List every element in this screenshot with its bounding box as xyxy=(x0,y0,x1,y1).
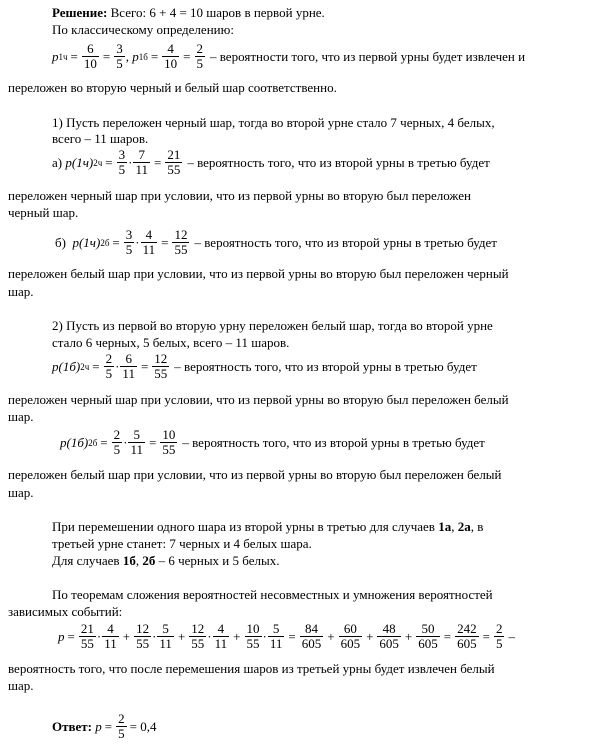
classic-definition-line: По классическому определению: xyxy=(52,22,234,37)
case2a-cont1: переложен черный шар при условии, что из первой урны во вторую был переложен белый xyxy=(8,392,509,407)
total-probability-formula: p = $\frac{21}{55}$ · $\frac{4}{11}$ + $\frac{12}{55}$ · $\frac{5}{11}$ + $\frac{12}{55}$ · $\frac{4}{11}$ + $\frac{10}{55}$ · $\frac{5}{11}$ = $\frac{84}{605}$ + $\frac{60}{605}$ + $\frac{48}{605}$ + $\frac{50}{605}$ = $\frac{242}{605}$ = $\frac{2}{5}$ – xyxy=(58,621,515,651)
fraction: $\frac{3}{5}$ xyxy=(118,147,126,177)
fraction: $\frac{5}{11}$ xyxy=(130,427,144,457)
case2b-expr: p(1б) xyxy=(60,434,89,450)
case1b-formula-line: б) p(1ч) 2б = $\frac{3}{5}$ · $\frac{4}{11}$ = $\frac{12}{55}$ – вероятность того, что из второй урны в третью будет xyxy=(55,227,497,257)
moving-line3: Для случаев 1б, 2б – 6 черных и 5 белых. xyxy=(52,553,280,568)
answer-p-symbol: p xyxy=(95,718,102,734)
answer-line: Ответ: p = $\frac{2}{5}$ = 0,4 xyxy=(52,711,157,741)
p1-description: – вероятности того, что из первой урны будет извлечен и xyxy=(210,48,526,64)
answer-label: Ответ: xyxy=(52,718,93,734)
p1-subscript: 1ч xyxy=(58,51,68,62)
moving-line2: третьей урне станет: 7 черных и 4 белых шара. xyxy=(52,536,312,551)
case1b-label: б) xyxy=(55,234,66,250)
p1b-symbol: p xyxy=(132,48,139,64)
case1a-description: – вероятность того, что из второй урны в третью будет xyxy=(187,154,490,170)
theorem-cont1: вероятность того, что после перемешения шаров из третьей урны будет извлечен белый xyxy=(8,661,495,676)
case-1b-ref: 1б xyxy=(122,553,136,568)
fraction: $\frac{2}{5}$ xyxy=(105,351,113,381)
case1-title-cont: всего – 11 шаров. xyxy=(52,131,149,146)
case-2a-ref: 2а xyxy=(457,519,471,534)
fraction: $\frac{6}{11}$ xyxy=(122,351,135,381)
case1a-cont1: переложен черный шар при условии, что из первой урны во вторую был переложен xyxy=(8,188,471,203)
case2a-formula-line: p(1б) 2ч = $\frac{2}{5}$ · $\frac{6}{11}$ = $\frac{12}{55}$ – вероятность того, что из второй урны в третью будет xyxy=(52,351,477,381)
fraction: $\frac{3}{5}$ xyxy=(116,41,123,71)
case1a-expr: p(1ч) xyxy=(65,154,94,170)
fraction: $\frac{4}{10}$ xyxy=(164,41,178,71)
p1-continuation: переложен во вторую черный и белый шар соответственно. xyxy=(8,80,337,95)
theorem-cont2: шар. xyxy=(8,678,34,693)
case2b-formula-line: p(1б) 2б = $\frac{2}{5}$ · $\frac{5}{11}$ = $\frac{10}{55}$ – вероятность того, что из второй урны в третью будет xyxy=(60,427,485,457)
theorem-line2: зависимых событий: xyxy=(8,604,123,619)
case1-title: 1) Пусть переложен черный шар, тогда во второй урне стало 7 черных, 4 белых, xyxy=(52,115,495,130)
intro-line xyxy=(52,5,325,21)
answer-fraction: $\frac{2}{5}$ xyxy=(118,711,125,741)
case1b-cont1: переложен белый шар при условии, что из первой урны во вторую был переложен черный xyxy=(8,266,509,281)
p1-formula-line: p 1ч = $\frac{6}{10}$ = $\frac{3}{5}$ , p 1б = $\frac{4}{10}$ = $\frac{2}{5}$ – вероятности того, что из первой урны будет извлечен и xyxy=(52,41,526,71)
theorem-line1: По теоремам сложения вероятностей несовместных и умножения вероятностей xyxy=(52,587,493,602)
fraction: $\frac{2}{5}$ xyxy=(113,427,121,457)
case-2b-ref: 2б xyxy=(142,553,156,568)
case1a-label: а) xyxy=(52,154,63,170)
case2b-description: – вероятность того, что из второй урны в третью будет xyxy=(182,434,485,450)
case2a-cont2: шар. xyxy=(8,409,34,424)
case2b-cont2: шар. xyxy=(8,485,34,500)
case1a-formula-line: а) p(1ч) 2ч = $\frac{3}{5}$ · $\frac{7}{11}$ = $\frac{21}{55}$ – вероятность того, что из второй урны в третью будет xyxy=(52,147,490,177)
case2-title: 2) Пусть из первой во вторую урну переложен белый шар, тогда во второй урне xyxy=(52,318,493,333)
case2-title-cont: стало 6 черных, 5 белых, всего – 11 шаров. xyxy=(52,335,290,350)
case-1a-ref: 1а xyxy=(438,519,452,534)
intro-text: Всего: 6 + 4 = 10 шаров в первой урне. xyxy=(107,5,325,20)
case2a-expr: p(1б) xyxy=(52,358,81,374)
moving-line1: При перемешении одного шара из второй урны в третью для случаев 1а, 2а, в xyxy=(52,519,484,534)
fraction: $\frac{7}{11}$ xyxy=(135,147,148,177)
case2a-description: – вероятность того, что из второй урны в третью будет xyxy=(174,358,477,374)
fraction: $\frac{2}{5}$ xyxy=(196,41,203,71)
case1b-cont2: шар. xyxy=(8,284,34,299)
case1b-expr: p(1ч) xyxy=(72,234,101,250)
fraction: $\frac{3}{5}$ xyxy=(125,227,133,257)
fraction: $\frac{6}{10}$ xyxy=(83,41,97,71)
case2b-cont1: переложен белый шар при условии, что из первой урны во вторую был переложен белый xyxy=(8,467,502,482)
answer-value: = 0,4 xyxy=(129,718,157,734)
fraction: $\frac{21}{55}$ xyxy=(167,147,181,177)
p1b-subscript: 1б xyxy=(138,51,148,62)
fraction: $\frac{4}{11}$ xyxy=(142,227,156,257)
fraction: $\frac{10}{55}$ xyxy=(162,427,176,457)
fraction: $\frac{12}{55}$ xyxy=(154,351,168,381)
p1-symbol: p xyxy=(52,48,59,64)
case1b-description: – вероятность того, что из второй урны в третью будет xyxy=(194,234,497,250)
case1a-cont2: черный шар. xyxy=(8,205,79,220)
total-p-symbol: p xyxy=(58,628,65,644)
solution-label: Решение: xyxy=(52,5,108,20)
fraction: $\frac{12}{55}$ xyxy=(174,227,188,257)
